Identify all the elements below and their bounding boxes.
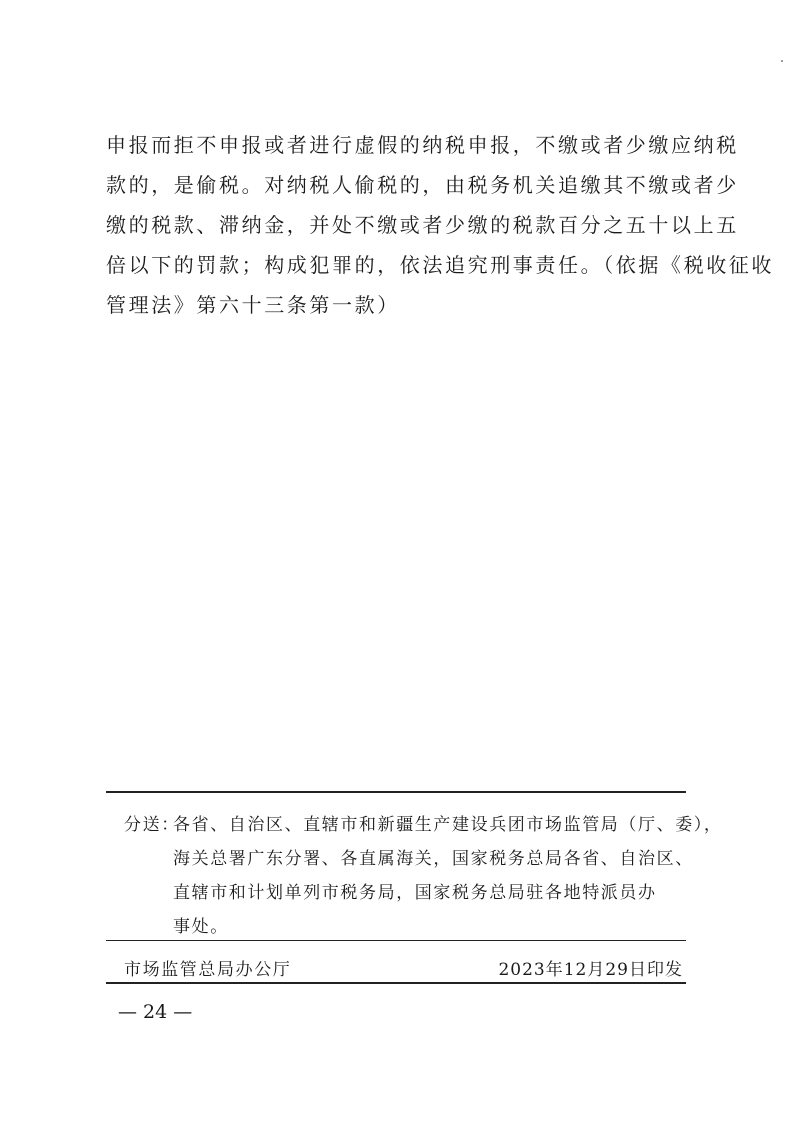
- body-line: 管理法》第六十三条第一款）: [106, 293, 400, 317]
- margin-mark: [781, 60, 783, 62]
- distribution-line: 直辖市和计划单列市税务局，国家税务总局驻各地特派员办: [173, 883, 657, 903]
- body-paragraph: [106, 125, 774, 325]
- body-line: 申报而拒不申报或者进行虚假的纳税申报，不缴或者少缴应纳税: [106, 133, 739, 157]
- body-line: 倍以下的罚款；构成犯罪的，依法追究刑事责任。（依据《税收征收: [106, 253, 774, 277]
- distribution-list: [124, 808, 723, 944]
- footer-top-rule: [106, 940, 686, 941]
- distribution-top-rule: [106, 791, 686, 793]
- body-line: 款的，是偷税。对纳税人偷税的，由税务机关追缴其不缴或者少: [106, 173, 739, 197]
- distribution-label: 分送：: [124, 815, 180, 835]
- issuer-name: 市场监管总局办公厅: [124, 960, 292, 980]
- page-number: — 24 —: [118, 1001, 193, 1023]
- footer-bottom-rule: [106, 982, 686, 984]
- distribution-line: 事处。: [173, 917, 229, 937]
- issue-date: 2023年12月29日印发: [498, 960, 683, 980]
- distribution-line: 各省、自治区、直辖市和新疆生产建设兵团市场监管局（厅、委），: [173, 815, 723, 835]
- body-line: 缴的税款、滞纳金，并处不缴或者少缴的税款百分之五十以上五: [106, 213, 739, 237]
- distribution-line: 海关总署广东分署、各直属海关，国家税务总局各省、自治区、: [173, 849, 694, 869]
